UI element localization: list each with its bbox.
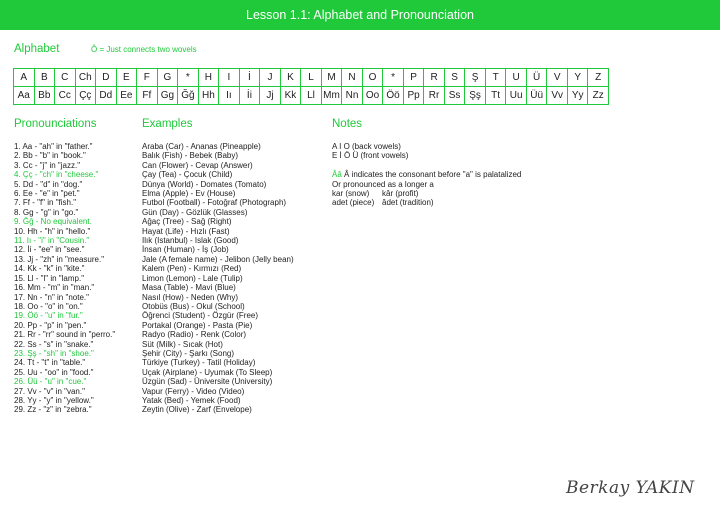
example-item: Gün (Day) - Gözlük (Glasses) — [142, 207, 248, 217]
lesson-title: Lesson 1.1: Alphabet and Pronounciation — [246, 8, 474, 22]
pair-row — [332, 189, 418, 198]
pronunciation-item: 15. Ll - "l" in "lamp." — [14, 273, 85, 283]
letter-upper: T — [486, 69, 506, 87]
letter-upper: D — [96, 69, 116, 87]
alphabet-cell — [568, 69, 589, 104]
pronunciation-item: 28. Yy - "y" in "yellow." — [14, 395, 94, 405]
example-item: Portakal (Orange) - Pasta (Pie) — [142, 320, 253, 330]
example-item: Balık (Fish) - Bebek (Baby) — [142, 151, 239, 161]
letter-pair: Cc — [58, 90, 71, 101]
pronunciation-item: 23. Şş - "sh" in "shoe." — [14, 348, 94, 358]
letter-pair: Jj — [266, 90, 274, 101]
pronunciation-item: 7. Ff - "f" in "fish." — [14, 198, 77, 208]
letter-upper: Z — [588, 69, 608, 87]
letter-upper: İ — [240, 69, 260, 87]
pronunciation-item: 21. Rr - "rr" sound in "perro." — [14, 330, 116, 340]
letter-pair: Bb — [38, 90, 51, 101]
letter-upper: F — [137, 69, 157, 87]
pronunciation-item: 10. Hh - "h" in "hello." — [14, 226, 91, 236]
example-item: Dünya (World) - Domates (Tomato) — [142, 179, 267, 189]
letter-pair: Ss — [448, 90, 461, 101]
back-vowels-note: A I O (back vowels) — [332, 142, 401, 151]
letter-upper: Ü — [527, 69, 547, 87]
palatal-text: Â indicates the consonant before "a" is palatalized — [341, 170, 522, 180]
example-item: Hayat (Life) - Hızlı (Fast) — [142, 226, 230, 236]
alphabet-cell — [219, 69, 240, 104]
letter-pair: Kk — [284, 90, 297, 101]
example-item: Şehir (City) - Şarkı (Song) — [142, 348, 235, 358]
letter-pair: Aa — [17, 90, 30, 101]
letter-pair: Rr — [428, 90, 440, 101]
front-vowels-note: E İ Ö Ü (front vowels) — [332, 151, 409, 161]
pronunciation-item: 4. Çç - "ch" in "cheese." — [14, 170, 99, 180]
pronunciation-item: 6. Ee - "e" in "pet." — [14, 189, 80, 199]
letter-upper: Ş — [465, 69, 485, 87]
example-item: Araba (Car) - Ananas (Pineapple) — [142, 142, 261, 151]
example-item: Can (Flower) - Cevap (Answer) — [142, 160, 253, 170]
letter-upper: O — [363, 69, 383, 87]
letter-pair: Iı — [226, 90, 232, 101]
alphabet-cell — [240, 69, 261, 104]
example-item: Ağaç (Tree) - Sağ (Right) — [142, 217, 232, 227]
example-item: Radyo (Radio) - Renk (Color) — [142, 330, 247, 340]
pronunciation-item: 3. Cc - "j" in "jazz." — [14, 160, 81, 170]
pronunciation-item: 13. Jj - "zh" in "measure." — [14, 254, 105, 264]
pronunciation-item: 1. Aa - "ah" in "father." — [14, 142, 93, 151]
example-item: Öğrenci (Student) - Özgür (Free) — [142, 311, 259, 321]
letter-pair: Yy — [571, 90, 584, 101]
letter-upper: B — [35, 69, 55, 87]
letter-pair: Hh — [202, 90, 215, 101]
alphabet-cell — [465, 69, 486, 104]
pronunciation-item: 27. Vv - "v" in "van." — [14, 386, 85, 396]
example-item: Yatak (Bed) - Yemek (Food) — [142, 395, 241, 405]
letter-pair: Öö — [386, 90, 400, 101]
alphabet-cell — [35, 69, 56, 104]
alphabet-cell — [527, 69, 548, 104]
alphabet-cell — [383, 69, 404, 104]
pair-left: kar (snow) — [332, 189, 370, 198]
letter-upper: U — [506, 69, 526, 87]
alphabet-cell — [301, 69, 322, 104]
letter-upper: J — [260, 69, 280, 87]
alphabet-cell — [137, 69, 158, 104]
example-item: Üzgün (Sad) - Üniversite (University) — [142, 377, 273, 387]
pair-left: adet (piece) — [332, 198, 375, 208]
letter-upper: C — [55, 69, 75, 87]
alphabet-cell — [117, 69, 138, 104]
letter-pair: Şş — [469, 90, 481, 101]
letter-upper: Y — [568, 69, 588, 87]
letter-pair: Ff — [142, 90, 152, 101]
letter-pair: Ee — [120, 90, 133, 101]
pronunciation-item: 9. Ğğ - No equivalent. — [14, 217, 92, 227]
example-item: İnsan (Human) - İş (Job) — [142, 245, 229, 255]
letter-upper: G — [158, 69, 178, 87]
pronunciation-item: 12. İi - "ee" in "see." — [14, 245, 85, 255]
letter-pair: Uu — [509, 90, 523, 101]
letter-upper: L — [301, 69, 321, 87]
palatal-note — [332, 170, 521, 179]
example-item: Süt (Milk) - Sıcak (Hot) — [142, 339, 223, 349]
alphabet-cell — [588, 69, 608, 104]
alphabet-cell — [199, 69, 220, 104]
pronunciation-item: 14. Kk - "k" in "kite." — [14, 264, 85, 274]
example-item: Futbol (Football) - Fotoğraf (Photograph) — [142, 198, 287, 208]
alphabet-cell — [424, 69, 445, 104]
letter-pair: İi — [246, 90, 252, 101]
pronunciation-item: 26. Üü - "u" in "cue." — [14, 377, 87, 387]
letter-pair: Vv — [551, 90, 563, 101]
letter-pair: Çç — [79, 90, 92, 101]
alphabet-cell — [404, 69, 425, 104]
examples-heading: Examples — [142, 118, 193, 130]
letter-upper: H — [199, 69, 219, 87]
example-item: Çay (Tea) - Çocuk (Child) — [142, 170, 233, 180]
pronunciation-item: 17. Nn - "n" in "note." — [14, 292, 89, 302]
alphabet-cell — [342, 69, 363, 104]
alphabet-cell — [547, 69, 568, 104]
letter-upper: P — [404, 69, 424, 87]
letter-upper: V — [547, 69, 567, 87]
letter-upper: A — [14, 69, 34, 87]
letter-upper: I — [219, 69, 239, 87]
pronunciation-item: 29. Zz - "z" in "zebra." — [14, 405, 92, 415]
examples-list — [142, 142, 294, 415]
connector-note: Ô = Just connects two wovels — [91, 45, 197, 54]
pronunciation-item: 16. Mm - "m" in "man." — [14, 283, 95, 293]
example-item: Ilık (Istanbul) - Islak (Good) — [142, 236, 239, 246]
pronunciation-list — [14, 142, 115, 415]
letter-pair: Dd — [99, 90, 113, 101]
alphabet-cell — [363, 69, 384, 104]
letter-pair: Ll — [307, 90, 315, 101]
pronunciation-item: 24. Tt - "t" in "table." — [14, 358, 86, 368]
pair-right: âdet (tradition) — [382, 198, 434, 208]
pronunciation-item: 20. Pp - "p" in "pen." — [14, 320, 87, 330]
letter-pair: Zz — [592, 90, 604, 101]
longer-a-note: Or pronounced as a longer a — [332, 179, 434, 189]
letter-upper: R — [424, 69, 444, 87]
pronunciation-item: 5. Dd - "d" in "dog." — [14, 179, 83, 189]
author-signature: Berkay YAKIN — [566, 478, 695, 498]
pronunciation-item: 25. Uu - "oo" in "food." — [14, 367, 94, 377]
letter-upper: * — [383, 69, 403, 87]
alphabet-cell — [445, 69, 466, 104]
example-item: Elma (Apple) - Ev (House) — [142, 189, 236, 199]
pair-row — [332, 198, 434, 207]
pronunciation-item: 11. Iı - "i" in "Cousin." — [14, 236, 90, 246]
alphabet-cell — [158, 69, 179, 104]
alphabet-cell — [506, 69, 527, 104]
pronunciation-item: 2. Bb - "b" in "book." — [14, 151, 86, 161]
example-item: Türkiye (Turkey) - Tatil (Holiday) — [142, 358, 256, 368]
lesson-header — [0, 0, 720, 30]
notes-heading: Notes — [332, 118, 363, 130]
example-item: Jale (A female name) - Jelibon (Jelly bean) — [142, 254, 294, 264]
palatal-lead: Ââ — [332, 170, 342, 180]
letter-upper: E — [117, 69, 137, 87]
letter-upper: * — [178, 69, 198, 87]
alphabet-cell — [486, 69, 507, 104]
letter-pair: Gg — [160, 90, 175, 101]
letter-upper: K — [281, 69, 301, 87]
example-item: Uçak (Airplane) - Uyumak (To Sleep) — [142, 367, 273, 377]
example-item: Limon (Lemon) - Lale (Tulip) — [142, 273, 243, 283]
letter-upper: N — [342, 69, 362, 87]
letter-upper: Ch — [76, 69, 96, 87]
alphabet-cell — [14, 69, 35, 104]
pronunciation-item: 22. Ss - "s" in "snake." — [14, 339, 94, 349]
alphabet-table — [13, 68, 609, 105]
letter-pair: Mm — [323, 90, 340, 101]
example-item: Otobüs (Bus) - Okul (School) — [142, 301, 245, 311]
pronunciation-item: 8. Gg - "g" in "go." — [14, 207, 79, 217]
example-item: Kalem (Pen) - Kırmızı (Red) — [142, 264, 242, 274]
letter-upper: S — [445, 69, 465, 87]
alphabet-cell — [178, 69, 199, 104]
alphabet-cell — [76, 69, 97, 104]
letter-upper: M — [322, 69, 342, 87]
alphabet-cell — [260, 69, 281, 104]
letter-pair: Pp — [407, 90, 420, 101]
example-item: Vapur (Ferry) - Video (Video) — [142, 386, 245, 396]
letter-pair: Oo — [365, 90, 380, 101]
example-item: Nasıl (How) - Neden (Why) — [142, 292, 239, 302]
pronunciation-item: 18. Oo - "o" in "on." — [14, 301, 83, 311]
pair-right: kâr (profit) — [382, 189, 419, 198]
alphabet-heading: Alphabet — [14, 43, 60, 55]
pronunciation-item: 19. Öö - "u" in "fur." — [14, 311, 83, 321]
alphabet-cell — [322, 69, 343, 104]
alphabet-cell — [96, 69, 117, 104]
example-item: Masa (Table) - Mavi (Blue) — [142, 283, 236, 293]
example-item: Zeytin (Olive) - Zarf (Envelope) — [142, 405, 252, 415]
letter-pair: Tt — [491, 90, 501, 101]
pronunciations-heading: Pronounciations — [14, 118, 97, 130]
alphabet-cell — [281, 69, 302, 104]
letter-pair: Nn — [345, 90, 359, 101]
letter-pair: Üü — [530, 90, 544, 101]
letter-pair: Ğğ — [181, 90, 195, 101]
alphabet-cell — [55, 69, 76, 104]
